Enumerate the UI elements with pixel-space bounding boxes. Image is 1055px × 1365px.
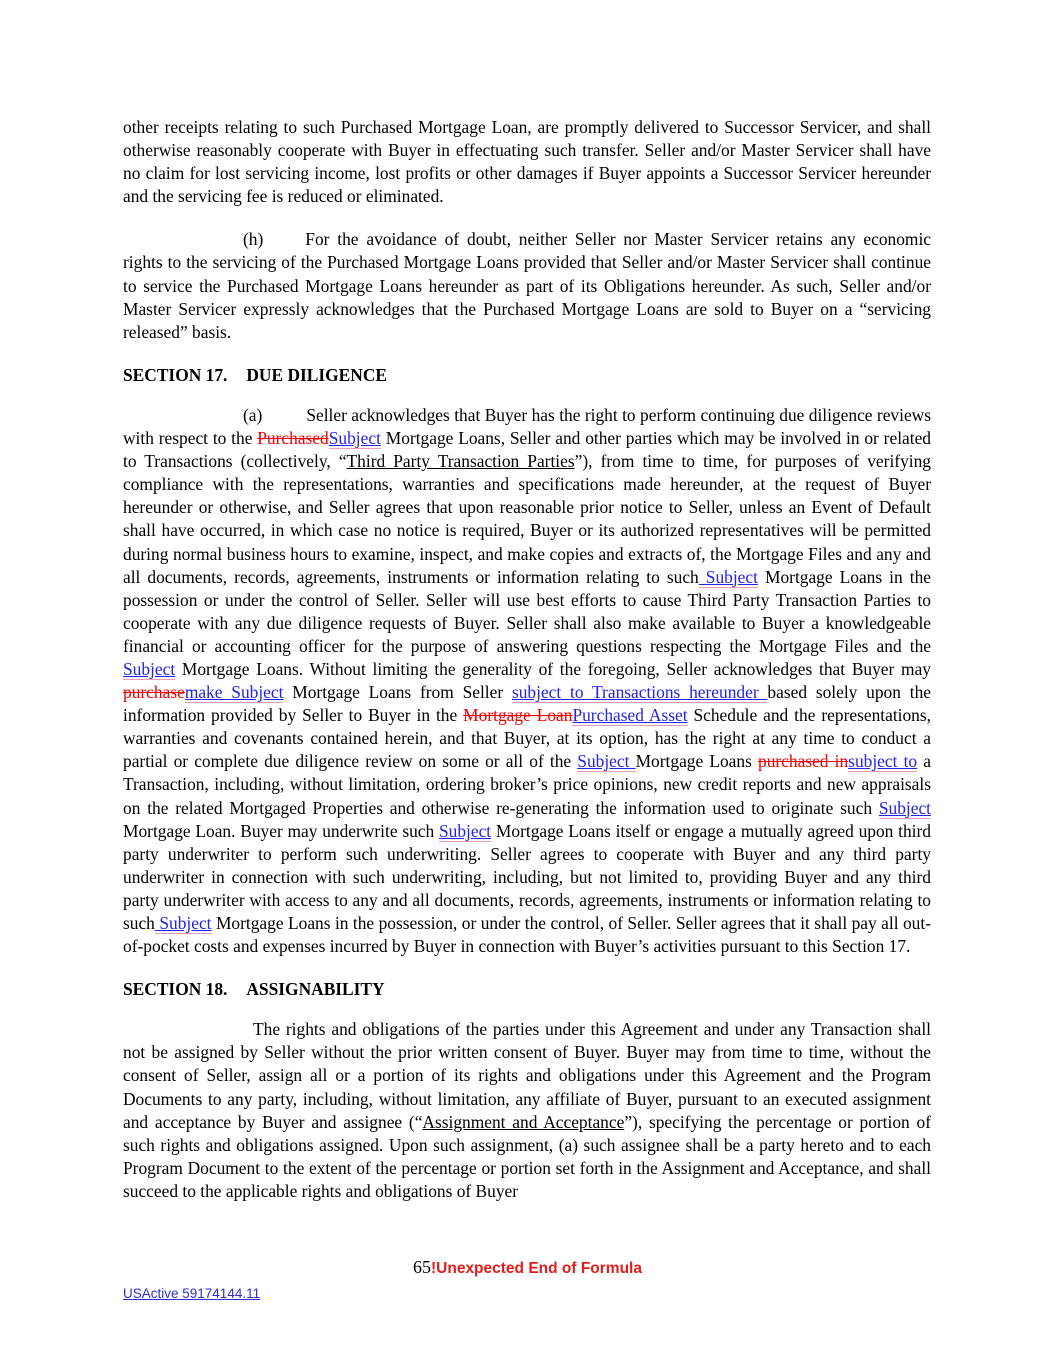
text-run: Schedule and the representations, warranties and covenants contained herein, and that Buyer, at its option, has the right at any time to conduct a partial or complete due diligence review on some or all of the [123, 705, 931, 772]
deleted-text: Mortgage Loan [463, 705, 573, 726]
paragraph-h-avoidance-of-doubt [123, 228, 931, 343]
inserted-text: subject to [848, 751, 918, 772]
heading-text: ASSIGNABILITY [246, 979, 385, 1000]
text-run: The rights and obligations of the parties under this Agreement and under any Transaction shall not be assigned by Seller without the prior written consent of Buyer. Buyer may from time to time, without the consent of Seller, assign all or a portion of its rights and obligations under this Agreement and the Program Documents to any party, including, without limitation, any affiliate of Buyer, pursuant to an executed assignment and acceptance by Buyer and assignee (“ [123, 1019, 931, 1132]
text-run: Mortgage Loans from Seller [283, 682, 512, 703]
text-run: (a) [243, 404, 263, 425]
text-run: For the avoidance of doubt, neither Seller nor Master Servicer retains any economic rights to the servicing of the Purchased Mortgage Loans provided that Seller and/or Master Servicer shall continue to service the Purchased Mortgage Loans hereunder as part of its Obligations hereunder. As such, Seller and/or Master Servicer expressly acknowledges that the Purchased Mortgage Loans are sold to Buyer on a “servicing released” basis. [123, 229, 931, 342]
text-run: Mortgage Loans in the possession or under the control of Seller. Seller will use best efforts to cause Third Party Transaction Parties to cooperate with any due diligence requests of Buyer. Seller shall also make available to Buyer a knowledgeable financial or accounting officer for the purpose of answering questions respecting the Mortgage Files and the [123, 566, 931, 656]
section-17-heading [123, 364, 931, 387]
defined-term: Assignment and Acceptance [422, 1111, 625, 1132]
inserted-text: Subject [878, 797, 931, 818]
field-error-text: Unexpected End of Formula [436, 1260, 642, 1277]
inserted-text: Subject [438, 820, 492, 841]
text-run: ”), specifying the percentage or portion of such rights and obligations assigned. Upon such assignment, (a) such assignee shall be a party hereto and to each Program Document to the extent of the percentage or portion set forth in the Assignment and Acceptance, and shall succeed to the applicable rights and obligations of Buyer [123, 1111, 931, 1201]
paragraph-a-due-diligence [123, 404, 931, 958]
text-run: Mortgage Loans itself or engage a mutually agreed upon third party underwriter to perform such underwriting. Seller agrees to cooperate with Buyer and any third party underwriter in connection with such underwriting, including, but not limited to, providing Buyer and any third party underwriter with access to any and all documents, records, agreements, instruments or information relating to such [123, 820, 931, 933]
text-run: based solely upon the information provided by Seller to Buyer in the [123, 682, 931, 726]
text-run: Mortgage Loans in the possession, or under the control, of Seller. Seller agrees that it shall pay all out-of-pocket costs and expenses incurred by Buyer in connection with Buyer’s activities pursuant to this Section 17. [123, 913, 931, 957]
page-number: 65 [412, 1257, 431, 1277]
inserted-text: subject to Transactions hereunder [511, 682, 768, 703]
field-error-prefix: ! [430, 1260, 437, 1277]
deleted-text: Purchased [257, 428, 329, 449]
paragraph-assignability [123, 1018, 931, 1203]
paragraph-servicing-transfer [123, 116, 931, 208]
text-run: Mortgage Loans [635, 751, 758, 772]
deleted-text: purchased in [758, 751, 849, 772]
section-18-heading [123, 978, 931, 1001]
inserted-text: Subject [698, 566, 758, 587]
page-footer [0, 1257, 1055, 1278]
text-run: other receipts relating to such Purchased Mortgage Loan, are promptly delivered to Successor Servicer, and shall otherwise reasonably cooperate with Buyer in effectuating such transfer. Seller and/or Master Servicer shall have no claim for lost servicing income, lost profits or other damages if Buyer appoints a Successor Servicer hereunder and the servicing fee is reduced or eliminated. [123, 117, 931, 207]
inserted-text: Subject [123, 658, 176, 679]
text-run: Mortgage Loans, Seller and other parties which may be involved in or related to Transactions (collectively, “ [123, 428, 931, 472]
text-run: ”), from time to time, for purposes of verifying compliance with the representations, warranties and specifications made hereunder, at the request of Buyer hereunder or otherwise, and Seller agrees that upon reasonable prior notice to Seller, unless an Event of Default shall have occurred, in which case no notice is required, Buyer or its authorized representatives will be permitted during normal business hours to examine, inspect, and make copies and extracts of, the Mortgage Files and any and all documents, records, agreements, instruments or information relating to such [123, 451, 931, 587]
heading-text: SECTION 18. [123, 979, 228, 1000]
inserted-text: Subject [328, 428, 381, 449]
heading-text: SECTION 17. [123, 364, 228, 385]
defined-term: Third Party Transaction Parties [346, 451, 575, 472]
text-run: (h) [243, 229, 264, 250]
deleted-text: purchase [123, 682, 185, 703]
text-run: Mortgage Loan. Buyer may underwrite such [123, 820, 439, 841]
document-id-stamp: USActive 59174144.11 [123, 1286, 261, 1301]
text-run: Mortgage Loans. Without limiting the generality of the foregoing, Seller acknowledges that Buyer may [175, 658, 931, 679]
document-body [123, 116, 931, 1223]
inserted-text: Purchased Asset [572, 705, 688, 726]
inserted-text: Subject [154, 913, 212, 933]
inserted-text: Subject [577, 751, 636, 772]
heading-text: DUE DILIGENCE [246, 364, 387, 385]
text-run: a Transaction, including, without limitation, ordering broker’s price opinions, new credit reports and new appraisals on the related Mortgaged Properties and otherwise re-generating the information used to originate such [123, 751, 931, 818]
inserted-text: make Subject [184, 682, 284, 703]
text-run: Seller acknowledges that Buyer has the right to perform continuing due diligence reviews with respect to the [123, 404, 931, 449]
